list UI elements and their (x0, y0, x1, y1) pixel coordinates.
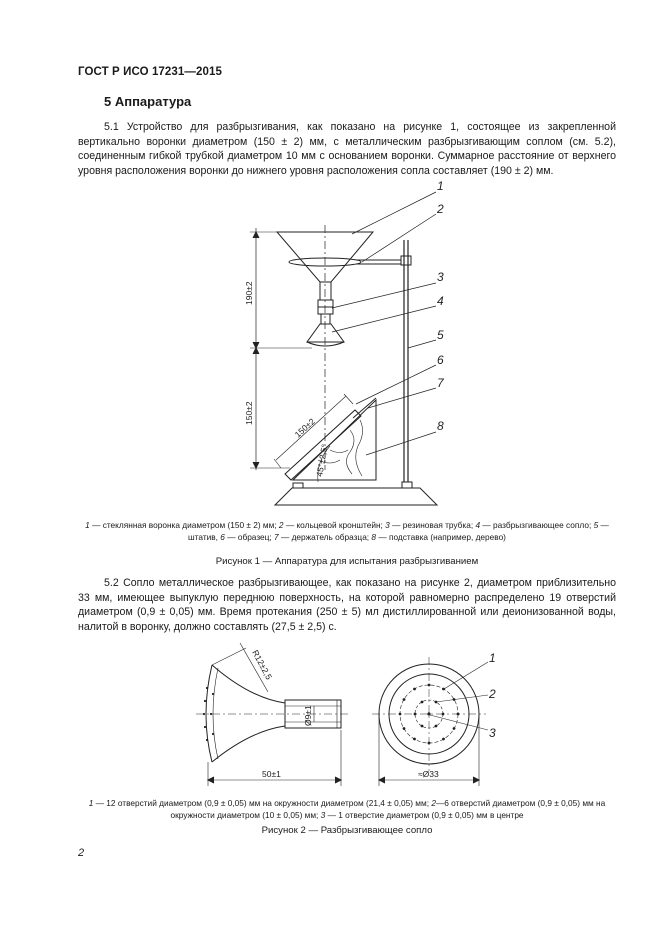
fig2-callout-2: 2 (489, 687, 496, 701)
dim-angle: 45°±2,5° (314, 443, 330, 478)
legend-text-3: — резиновая трубка; (389, 520, 476, 530)
figure-2-caption: Рисунок 2 — Разбрызгивающее сопло (261, 825, 433, 836)
legend-text-2: — кольцевой кронштейн; (283, 520, 386, 530)
fig2-legend-text-3: — 1 отверстие диаметром (0,9 ± 0,05) мм в центре (325, 810, 524, 820)
legend-text-7: — держатель образца; (278, 532, 372, 542)
dim-bore: Ø9±1 (303, 705, 313, 726)
callout-6: 6 (437, 353, 444, 367)
legend-num-6: 6 (220, 532, 225, 542)
legend-num-4: 4 (475, 520, 481, 530)
fig2-callout-1: 1 (489, 651, 496, 665)
figure-1-legend (78, 519, 616, 543)
fig2-legend-text-2: —6 отверстий диаметром (0,9 ± 0,05) мм на окружности диаметром (10 ± 0,05) мм; (170, 798, 606, 820)
document-header: ГОСТ Р ИСО 17231—2015 (78, 66, 223, 78)
figure-2-nozzle (0, 640, 661, 795)
callout-8: 8 (437, 419, 444, 433)
paragraph-5-1-text: 5.1 Устройство для разбрызгивания, как показано на рисунке 1, состоящее из закрепленной вертикально воронки диаметром (150 ± 2) мм, с металлическим разбрызгивающим соплом (см. 5.2), соединенным гибкой трубкой диаметром 10 мм с основанием воронки. Суммарное расстояние от верхнего уровня расположения воронки до нижнего уровня расположения сопла составляет (190 ± 2) мм. (78, 121, 616, 177)
base-foot-right (402, 482, 412, 488)
dim-length: 50±1 (262, 769, 281, 779)
fig2-legend-num-1: 1 (88, 798, 94, 808)
dim-190: 190±2 (244, 281, 254, 305)
callout-5: 5 (437, 328, 444, 342)
figure-2-legend (78, 797, 616, 821)
dim-radius: R12±2,5 (250, 648, 275, 682)
legend-num-8: 8 (371, 532, 377, 542)
page-number: 2 (78, 847, 85, 859)
figure-1-apparatus (0, 170, 661, 520)
legend-text-8: — подставка (например, дерево) (376, 532, 506, 542)
legend-text-6: — образец; (224, 532, 275, 542)
legend-text-1: — стеклянная воронка диаметром (150 ± 2) мм; (89, 520, 279, 530)
legend-num-1: 1 (85, 520, 90, 530)
clamp-block (401, 256, 411, 265)
paragraph-5-2-text: 5.2 Сопло металлическое разбрызгивающее, как показано на рисунке 2, диаметром приблизительно 33 мм, имеющее выпуклую переднюю поверхность, на которой равномерно распределено 19 отверстий диаметром (0,9 ± 0,05) мм. Время протекания (250 ± 5) мл дистиллированной или деионизованной воды, налитой в воронку, должно составлять (27,5 ± 2,5) с. (78, 577, 616, 633)
base-foot-left (293, 483, 303, 488)
callout-4: 4 (437, 294, 444, 308)
legend-text-4: — разбрызгивающее сопло; (480, 520, 594, 530)
legend-num-2: 2 (278, 520, 284, 530)
fig2-legend-num-2: 2 (431, 798, 436, 808)
callout-2: 2 (437, 202, 444, 216)
dim-diameter: ≈Ø33 (418, 769, 439, 779)
figure-1-caption: Рисунок 1 — Аппаратура для испытания разбрызгиванием (215, 556, 479, 567)
legend-num-5: 5 (593, 520, 599, 530)
fig2-legend-text-1: — 12 отверстий диаметром (0,9 ± 0,05) мм на окружности диаметром (21,4 ± 0,05) мм; (93, 798, 432, 808)
paragraph-5-2 (78, 576, 616, 634)
spray-nozzle (307, 324, 344, 342)
callout-3: 3 (437, 270, 444, 284)
dim-150-vertical: 150±2 (244, 401, 254, 425)
section-title: 5 Аппаратура (104, 94, 192, 109)
legend-text-5: — штатив, (188, 520, 609, 542)
legend-num-7: 7 (274, 532, 279, 542)
fig2-legend-num-3: 3 (320, 810, 326, 820)
callout-7: 7 (437, 376, 444, 390)
fig2-callout-3: 3 (489, 726, 496, 740)
callout-1: 1 (437, 179, 444, 193)
stand-base (275, 488, 437, 505)
legend-num-3: 3 (385, 520, 390, 530)
dim-150-incline: 150±2 (292, 416, 317, 440)
